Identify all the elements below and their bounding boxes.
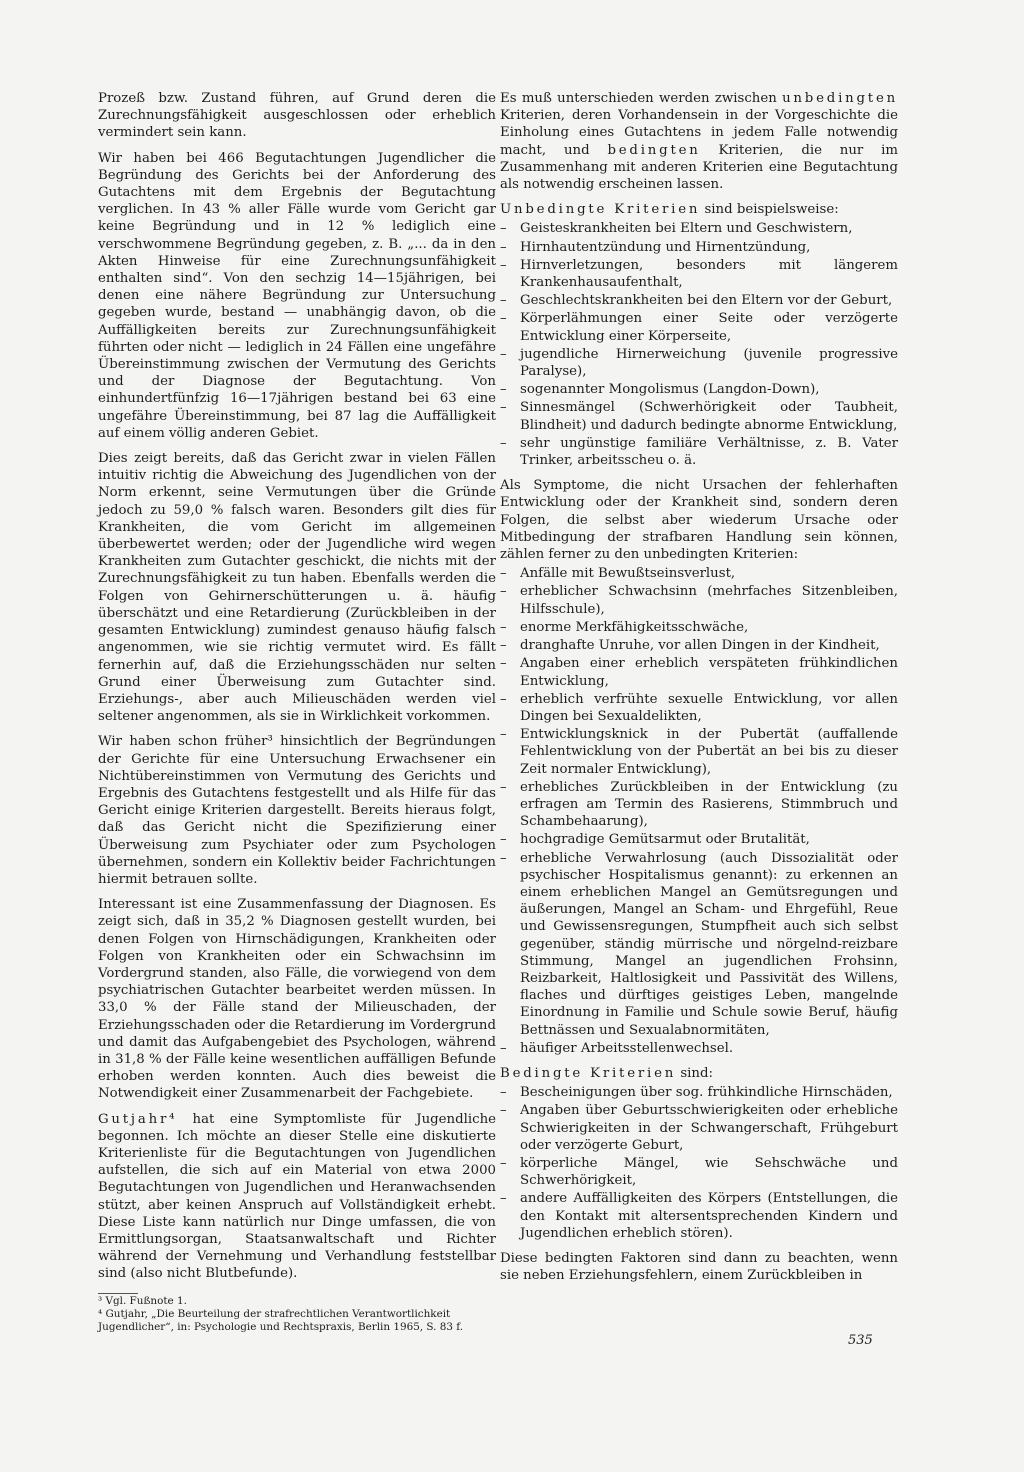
footnotes	[98, 1293, 496, 1334]
list-item: – sehr ungünstige familiäre Verhältnisse, z. B. Vater Trinker, arbeitsscheu o. ä.	[500, 435, 898, 469]
page-number: 535	[848, 1333, 873, 1348]
footnote-4: ⁴ Gutjahr, „Die Beurteilung der strafrechtlichen Verantwortlichkeit Jugendlicher“, in: Psychologie und Rechtspraxis, Berlin 1965, S. 83 f.	[98, 1308, 464, 1333]
list-item: – Angaben einer erheblich verspäteten frühkindlichen Entwicklung,	[500, 655, 898, 689]
list-item: – dranghafte Unruhe, vor allen Dingen in der Kindheit,	[500, 637, 898, 654]
intro-text-1: Es muß unterschieden werden zwischen	[500, 91, 783, 106]
paragraph-unterschieden	[500, 90, 898, 193]
list-bedingte-kriterien	[500, 1084, 898, 1242]
list-item: – Hirnverletzungen, besonders mit längerem Krankenhausaufenthalt,	[500, 257, 898, 291]
list-symptome	[500, 565, 898, 1057]
left-column	[98, 90, 496, 1334]
intro-text-2: Kriterien, deren Vorhandensein in der Vorgeschichte die Einholung eines Gutachtens in jedem Falle notwendig macht, und	[500, 108, 898, 158]
list-item: – erheblicher Schwachsinn (mehrfaches Sitzenbleiben, Hilfsschule),	[500, 583, 898, 617]
heading-unbedingte-kriterien	[500, 201, 898, 218]
list-unbedingte-kriterien	[500, 220, 898, 469]
heading-bedingte-kriterien	[500, 1065, 898, 1082]
list-item: – Körperlähmungen einer Seite oder verzögerte Entwicklung einer Körperseite,	[500, 310, 898, 344]
list-item: – erheblich verfrühte sexuelle Entwicklung, vor allen Dingen bei Sexualdelikten,	[500, 691, 898, 725]
gutjahr-text: hat eine Symptomliste für Jugendliche begonnen. Ich möchte an dieser Stelle eine diskutierte Kriterienliste für die Begutachtungen von Jugendlichen aufstellen, die sich auf ein Material von etwa 2000 Begutachtungen von Jugendlichen und Heranwachsenden stützt, aber keinen Anspruch auf Vollständigkeit erhebt. Diese Liste kann natürlich nur Dinge umfassen, die von Ermittlungsorgan, Staatsanwaltschaft und Richter während der Vernehmung und Verhandlung feststellbar sind (also nicht Blutbefunde).	[98, 1111, 496, 1282]
list-item: – Geschlechtskrankheiten bei den Eltern vor der Geburt,	[500, 292, 898, 309]
list-item: – erhebliche Verwahrlosung (auch Dissozialität oder psychischer Hospitalismus genannt): zu erkennen an einem erheblichen Mangel an Gemütsregungen und äußerungen, Mangel an Scham- und Ehrgefühl, Reue und Gewissensregungen, Stumpfheit auch sich selbst gegenüber, ständig mürrische und nörgelnd-reizbare Stimmung, Mangel an jugendlichen Frohsinn, Reizbarkeit, Haltlosigkeit und Passivität des Willens, flaches und dürftiges geistiges Leben, mangelnde Einordnung in Familie und Schule sowie Beruf, häufig Bettnässen und Sexualabnormitäten,	[500, 850, 898, 1039]
paragraph-begutachtungen: Wir haben bei 466 Begutachtungen Jugendlicher die Begründung des Gerichts bei der Anforderung des Gutachtens mit dem Ergebnis der Begutachtung verglichen. In 43 % aller Fälle wurde vom Gericht gar keine Begründung und in 12 % lediglich eine verschwommene Begründung gegeben, z. B. „... da in den Akten Hinweise für eine Zurechnungsunfähigkeit enthalten sind“. Von den sechzig 14—15jährigen, bei denen eine nähere Begründung zur Untersuchung gegeben wurde, bestand — unabhängig davon, ob die Auffälligkeiten bereits zur Zurechnungsunfähigkeit führten oder nicht — lediglich in 24 Fällen eine ungefähre Übereinstimmung zwischen der Vermutung des Gerichts und der Diagnose der Begutachtung. Von einhundertfünfzig 16—17jährigen bestand bei 63 eine ungefähre Übereinstimmung, bei 87 lag die Auffälligkeit auf einem völlig anderen Gebiet.	[98, 150, 496, 441]
list-item: – Sinnesmängel (Schwerhörigkeit oder Taubheit, Blindheit) und dadurch bedingte abnorme Entwicklung,	[500, 399, 898, 433]
paragraph-symptome: Als Symptome, die nicht Ursachen der fehlerhaften Entwicklung oder der Krankheit sind, sondern deren Folgen, die selbst aber wiederum Ursache oder Mitbedingung der strafbaren Handlung sein können, zählen ferner zu den unbedingten Kriterien:	[500, 478, 898, 563]
footnote-3: ³ Vgl. Fußnote 1.	[98, 1294, 187, 1307]
list-item: – hochgradige Gemütsarmut oder Brutalität,	[500, 831, 898, 848]
paragraph-continuation: Prozeß bzw. Zustand führen, auf Grund deren die Zurechnungsfähigkeit ausgeschlossen oder erheblich vermindert sein kann.	[98, 91, 496, 141]
list-item: – erhebliches Zurückbleiben in der Entwicklung (zu erfragen am Termin des Rasierens, Stimmbruch und Schambehaarung),	[500, 779, 898, 831]
intro-text-3: Kriterien, die nur im Zusammenhang mit anderen Kriterien eine Begutachtung als notwendig erscheinen lassen.	[500, 142, 898, 193]
paragraph-frueher: Wir haben schon früher³ hinsichtlich der Begründungen der Gerichte für eine Untersuchung Erwachsener ein Nichtübereinstimmen von Vermutung des Gerichts und Ergebnis des Gutachtens festgestellt und als Hilfe für das Gericht einige Kriterien dargestellt. Bereits hieraus folgt, daß das Gericht nicht die Spezifizierung einer Überweisung zum Psychiater oder zum Psychologen übernehmen, sondern ein Kollektiv beider Fachrichtungen hiermit betrauen sollte.	[98, 734, 496, 887]
heading-unbedingte-rest: sind beispielsweise:	[700, 202, 839, 218]
list-item: – Bescheinigungen über sog. frühkindliche Hirnschäden,	[500, 1084, 898, 1101]
list-item: – Angaben über Geburtsschwierigkeiten oder erhebliche Schwierigkeiten in der Schwangerschaft, Frühgeburt oder verzögerte Geburt,	[500, 1102, 898, 1154]
term-unbedingten: unbedingten	[782, 91, 898, 106]
list-item: – körperliche Mängel, wie Sehschwäche und Schwerhörigkeit,	[500, 1155, 898, 1189]
list-item: – jugendliche Hirnerweichung (juvenile progressive Paralyse),	[500, 346, 898, 380]
list-item: – Anfälle mit Bewußtseinsverlust,	[500, 565, 898, 582]
list-item: – Entwicklungsknick in der Pubertät (auffallende Fehlentwicklung von der Pubertät an bei bis zu dieser Zeit normaler Entwicklung),	[500, 726, 898, 778]
list-item: – sogenannter Mongolismus (Langdon-Down),	[500, 381, 898, 398]
list-item: – andere Auffälligkeiten des Körpers (Entstellungen, die den Kontakt mit altersentsprechenden Kindern und Jugendlichen erheblich stören).	[500, 1190, 898, 1242]
term-bedingten: bedingten	[607, 142, 701, 158]
paragraph-gericht-intuitiv: Dies zeigt bereits, daß das Gericht zwar in vielen Fällen intuitiv richtig die Abweichung des Jugendlichen von der Norm erkennt, seine Vermutungen über die Gründe jedoch zu 59,0 % falsch waren. Besonders gilt dies für Krankheiten, die vom Gericht im allgemeinen überbewertet werden; oder der Jugendliche wird wegen Krankheiten zum Gutachter geschickt, die nichts mit der Zurechnungsfähigkeit zu tun haben. Ebenfalls werden die Folgen von Gehirnerschütterungen u. ä. häufig überschätzt und eine Retardierung (Zurückbleiben in der gesamten Entwicklung) zumindest genauso häufig falsch angenommen, wie sie richtig vermutet wird. Es fällt fernerhin auf, daß die Erziehungsschäden nur selten Grund einer Überweisung zum Gutachter sind. Erziehungs-, aber auch Milieuschäden werden viel seltener angenommen, als sie in Wirklichkeit vorkommen.	[98, 451, 496, 725]
list-item: – Geisteskrankheiten bei Eltern und Geschwistern,	[500, 220, 898, 237]
list-item: – häufiger Arbeitsstellenwechsel.	[500, 1040, 898, 1057]
paragraph-closing: Diese bedingten Faktoren sind dann zu beachten, wenn sie neben Erziehungsfehlern, einem Zurückbleiben in	[500, 1251, 898, 1284]
heading-bedingte-rest: sind:	[676, 1065, 713, 1081]
heading-bedingte-term: Bedingte Kriterien	[500, 1065, 677, 1081]
heading-unbedingte-term: Unbedingte Kriterien	[500, 202, 701, 218]
list-item: – enorme Merkfähigkeitsschwäche,	[500, 619, 898, 636]
list-item: – Hirnhautentzündung und Hirnentzündung,	[500, 239, 898, 256]
footnote-rule	[98, 1293, 138, 1294]
author-name-gutjahr: Gutjahr⁴	[98, 1111, 178, 1127]
right-column	[500, 90, 898, 1292]
paragraph-diagnosen: Interessant ist eine Zusammenfassung der Diagnosen. Es zeigt sich, daß in 35,2 % Diagnosen gestellt wurden, bei denen Folgen von Hirnschädigungen, Krankheiten oder Folgen von Krankheiten oder ein Schwachsinn im Vordergrund standen, also Fälle, die vorwiegend von dem psychiatrischen Gutachter bearbeitet werden müssen. In 33,0 % der Fälle stand der Milieuschaden, der Erziehungsschaden oder die Retardierung im Vordergrund und damit das Aufgabengebiet des Psychologen, während in 31,8 % der Fälle keine wesentlichen auffälligen Befunde erhoben werden konnten. Auch dies beweist die Notwendigkeit einer Zusammenarbeit der Fachgebiete.	[98, 897, 496, 1102]
paragraph-gutjahr	[98, 1111, 496, 1283]
